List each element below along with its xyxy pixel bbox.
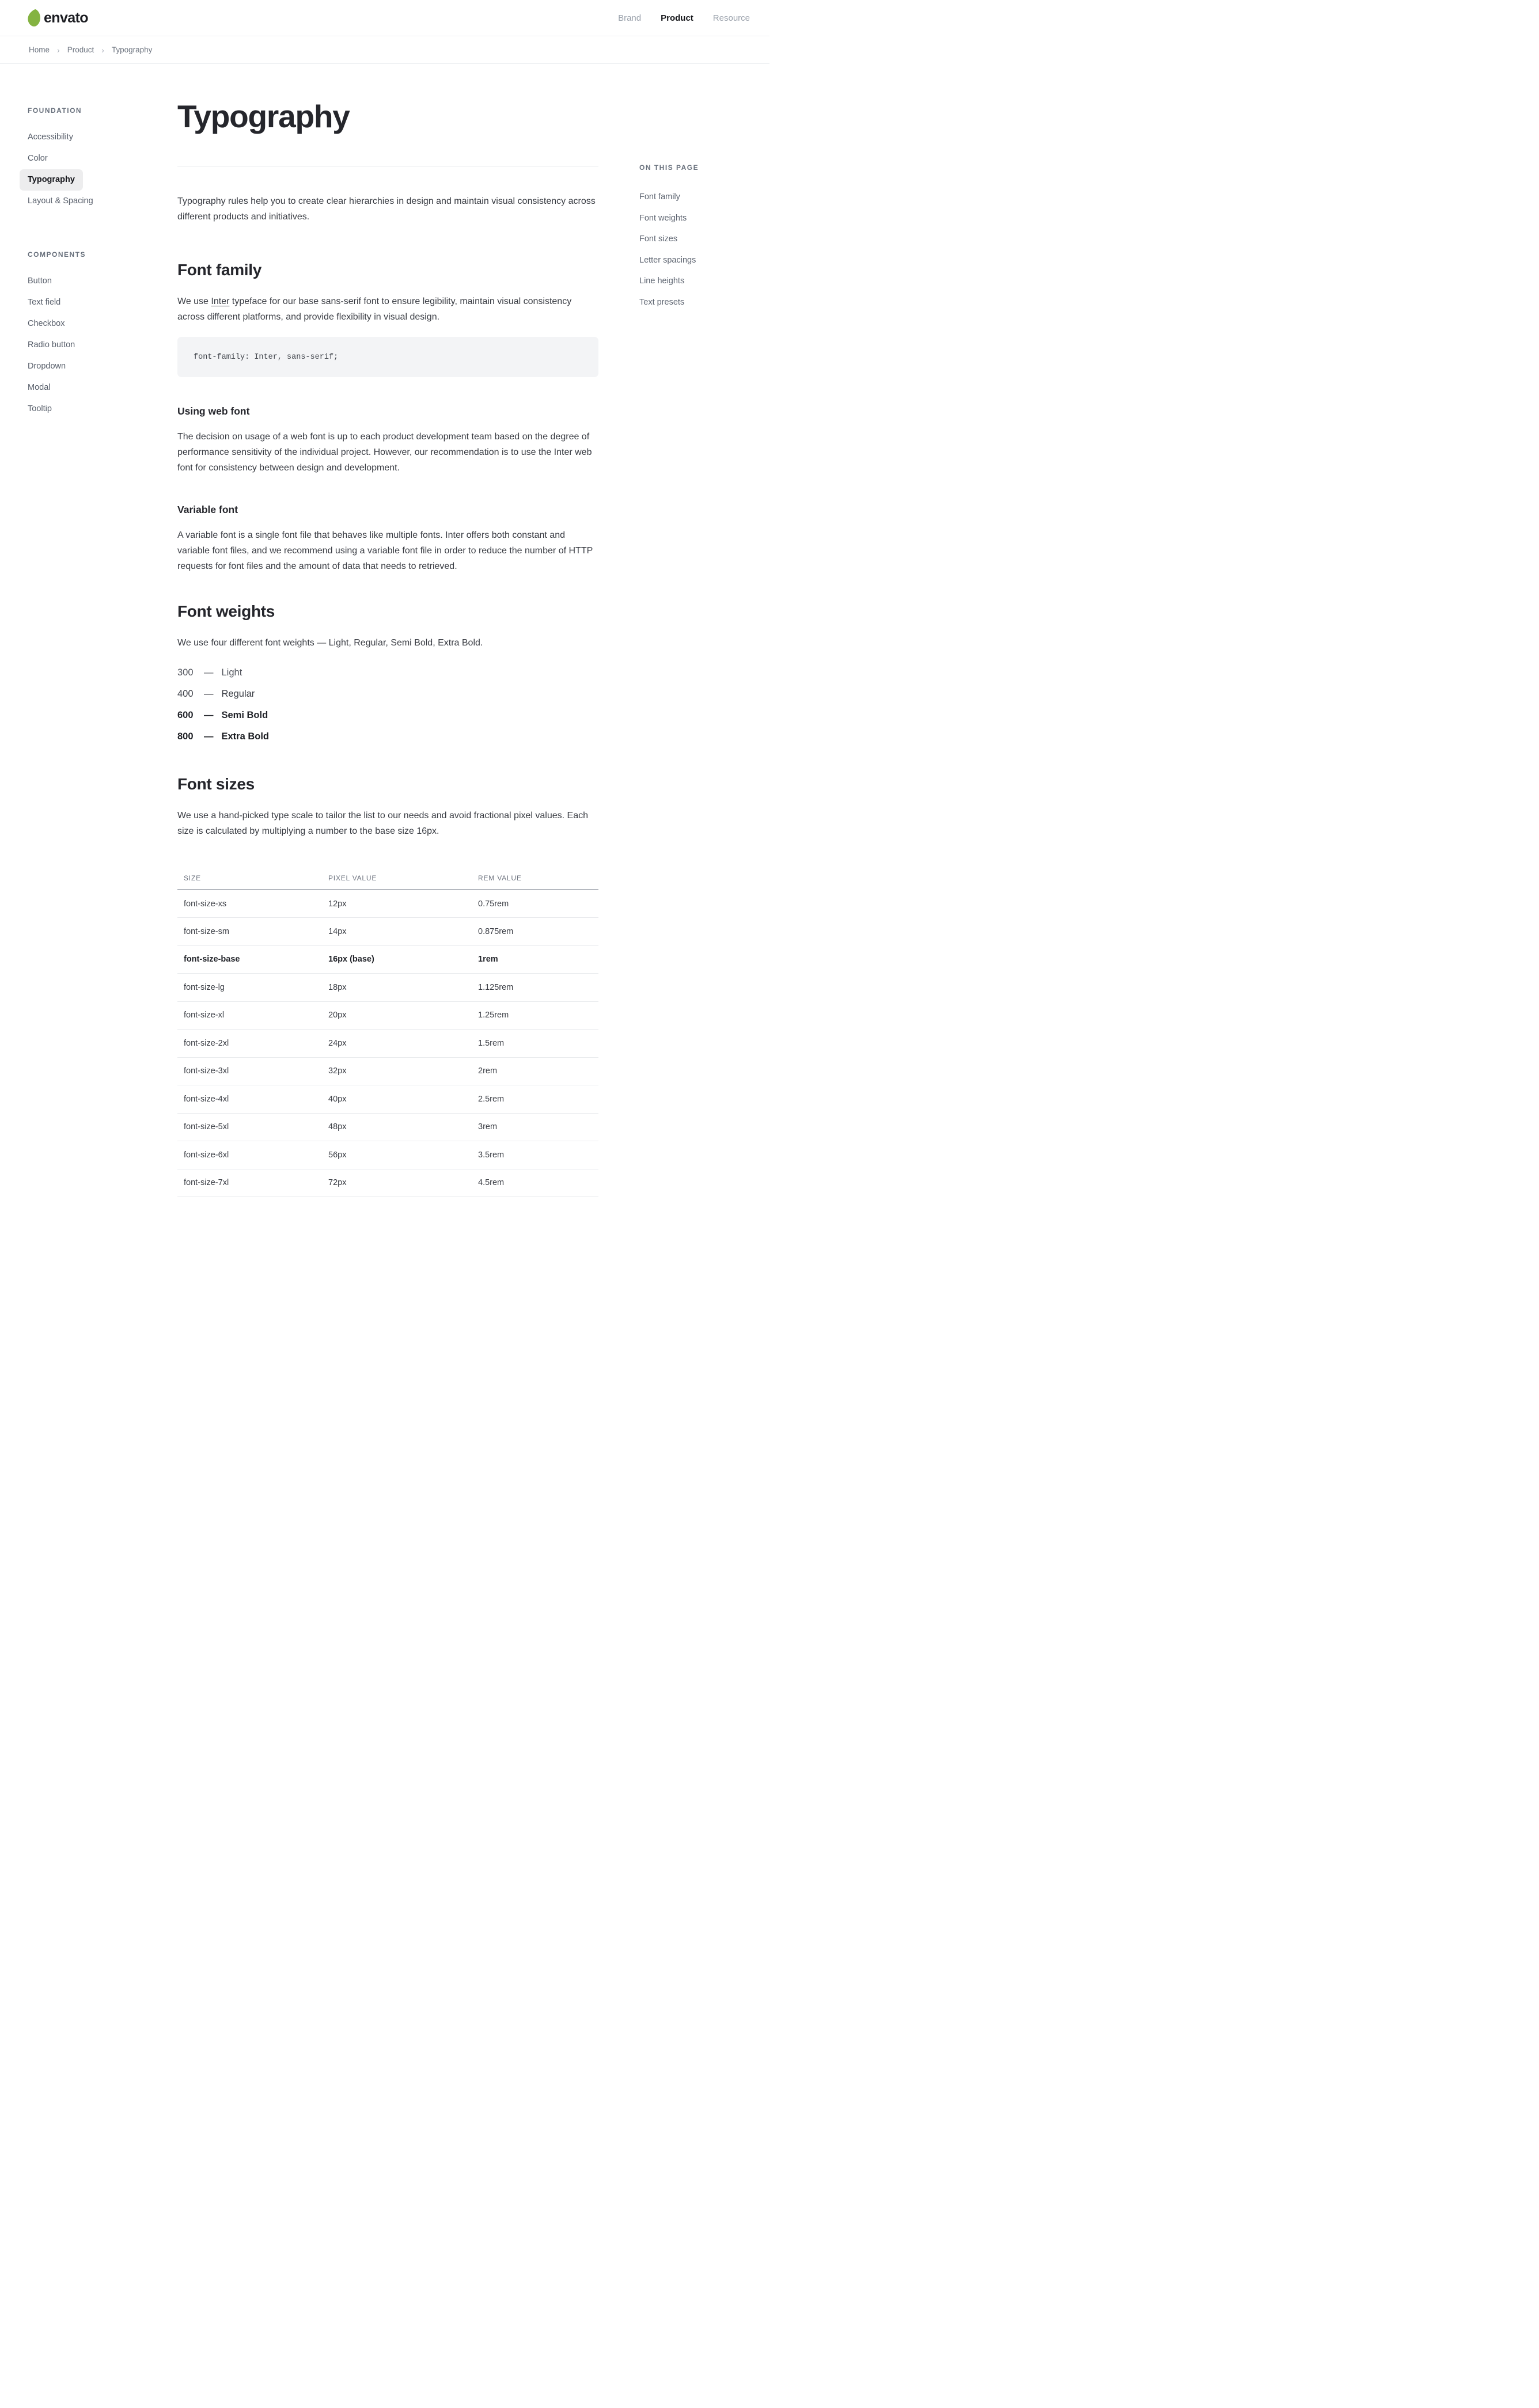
toc-item-font-family[interactable]: Font family	[639, 192, 680, 202]
breadcrumb	[0, 36, 770, 64]
cell-pixel-value: 56px	[328, 1141, 478, 1169]
code-text: font-family: Inter, sans-serif;	[194, 352, 339, 362]
table-row-font-size-2xl	[177, 1030, 598, 1058]
subsection-heading-using-web-font: Using web font	[177, 405, 250, 417]
font-weight-value: 400	[177, 689, 194, 699]
cell-rem-value: 1.5rem	[478, 1030, 598, 1058]
em-dash: —	[204, 689, 214, 699]
header	[0, 0, 770, 36]
cell-size: font-size-xs	[177, 890, 328, 918]
em-dash: —	[204, 710, 214, 720]
cell-size: font-size-lg	[177, 974, 328, 1002]
toc-item-font-weights[interactable]: Font weights	[639, 213, 687, 223]
font-weights-list	[177, 667, 598, 743]
font-weight-name: Semi Bold	[221, 710, 268, 720]
column-header-pixel-value: PIXEL VALUE	[328, 867, 478, 890]
code-block	[177, 337, 598, 377]
sidebar-section-gap	[28, 212, 161, 250]
toc-item-letter-spacings[interactable]: Letter spacings	[639, 255, 696, 265]
em-dash: —	[204, 667, 214, 678]
cell-pixel-value: 18px	[328, 974, 478, 1002]
sidebar-item-radio-button[interactable]: Radio button	[28, 340, 75, 350]
cell-pixel-value: 72px	[328, 1169, 478, 1197]
table-row-font-size-sm	[177, 918, 598, 946]
cell-pixel-value: 16px (base)	[328, 945, 478, 974]
cell-rem-value: 2.5rem	[478, 1085, 598, 1114]
cell-pixel-value: 20px	[328, 1001, 478, 1030]
cell-pixel-value: 40px	[328, 1085, 478, 1114]
cell-size: font-size-base	[177, 945, 328, 974]
table-row-font-size-5xl	[177, 1113, 598, 1141]
subsection-heading-variable-font: Variable font	[177, 504, 238, 515]
logo-text: envato	[44, 9, 88, 26]
using-web-font-paragraph: The decision on usage of a web font is up to each product development team based on the degree of performance sensitivity of the individual project. However, our recommendation is to use the Inter web font for consistency between design and development.	[177, 432, 592, 473]
section-heading-font-family: Font family	[177, 261, 262, 279]
font-weight-value: 800	[177, 731, 194, 742]
table-row-font-size-7xl	[177, 1169, 598, 1197]
cell-size: font-size-4xl	[177, 1085, 328, 1114]
font-family-text-suffix: typeface for our base sans-serif font to ensure legibility, maintain visual consistency across different platforms, and provide flexibility in visual design.	[177, 297, 572, 322]
sidebar-section-title-foundation: FOUNDATION	[28, 107, 82, 115]
cell-rem-value: 2rem	[478, 1057, 598, 1085]
section-heading-font-weights: Font weights	[177, 602, 275, 620]
table-row-font-size-base	[177, 945, 598, 974]
cell-rem-value: 0.75rem	[478, 890, 598, 918]
cell-rem-value: 0.875rem	[478, 918, 598, 946]
page-title: Typography	[177, 98, 350, 134]
cell-pixel-value: 48px	[328, 1113, 478, 1141]
nav-link-resource[interactable]: Resource	[712, 13, 750, 23]
breadcrumb-item-home[interactable]: Home	[29, 45, 50, 54]
cell-rem-value: 1.125rem	[478, 974, 598, 1002]
toc-item-text-presets[interactable]: Text presets	[639, 297, 685, 307]
inter-typeface-link[interactable]: Inter	[211, 297, 230, 306]
breadcrumb-item-typography: Typography	[111, 45, 153, 54]
primary-nav	[617, 10, 751, 26]
nav-link-product[interactable]: Product	[661, 13, 693, 23]
cell-pixel-value: 24px	[328, 1030, 478, 1058]
sidebar-item-modal[interactable]: Modal	[28, 383, 51, 392]
toc-title: ON THIS PAGE	[639, 164, 699, 172]
font-sizes-paragraph: We use a hand-picked type scale to tailor the list to our needs and avoid fractional pixel values. Each size is calculated by multiplying a number to the base size 16px.	[177, 811, 589, 836]
cell-rem-value: 1rem	[478, 945, 598, 974]
table-row-font-size-3xl	[177, 1057, 598, 1085]
font-weight-row-800	[177, 731, 598, 743]
cell-size: font-size-sm	[177, 918, 328, 946]
chevron-right-icon: ›	[57, 45, 60, 55]
table-row-font-size-xs	[177, 890, 598, 918]
main-content	[177, 98, 598, 1197]
font-family-paragraph	[177, 294, 598, 325]
cell-rem-value: 3.5rem	[478, 1141, 598, 1169]
variable-font-paragraph: A variable font is a single font file that behaves like multiple fonts. Inter offers both constant and variable font files, and we recommend using a variable font file in order to reduce the number of HTTP requests for font files and the amount of data that needs to retrieved.	[177, 530, 593, 571]
font-family-text-prefix: We use	[177, 297, 211, 306]
sidebar-item-text-field[interactable]: Text field	[28, 298, 61, 307]
cell-size: font-size-5xl	[177, 1113, 328, 1141]
sidebar-item-layout-spacing[interactable]: Layout & Spacing	[28, 196, 93, 206]
cell-rem-value: 4.5rem	[478, 1169, 598, 1197]
chevron-right-icon: ›	[101, 45, 104, 55]
font-sizes-table	[177, 867, 598, 1197]
table-row-font-size-xl	[177, 1001, 598, 1030]
envato-logo[interactable]	[28, 9, 88, 26]
cell-size: font-size-6xl	[177, 1141, 328, 1169]
sidebar-items	[28, 271, 161, 420]
font-weight-row-300	[177, 667, 598, 679]
font-weight-name: Extra Bold	[221, 731, 270, 742]
on-this-page	[639, 164, 760, 313]
cell-pixel-value: 14px	[328, 918, 478, 946]
sidebar-item-color[interactable]: Color	[28, 154, 48, 163]
cell-rem-value: 3rem	[478, 1113, 598, 1141]
font-weights-paragraph: We use four different font weights — Light, Regular, Semi Bold, Extra Bold.	[177, 638, 483, 648]
cell-size: font-size-3xl	[177, 1057, 328, 1085]
font-weight-name: Light	[221, 667, 242, 678]
font-weight-value: 600	[177, 710, 194, 720]
font-weight-name: Regular	[221, 689, 255, 699]
cell-pixel-value: 32px	[328, 1057, 478, 1085]
cell-size: font-size-xl	[177, 1001, 328, 1030]
column-header-size: SIZE	[177, 867, 328, 890]
toc-item-line-heights[interactable]: Line heights	[639, 276, 685, 286]
cell-pixel-value: 12px	[328, 890, 478, 918]
sidebar-item-tooltip[interactable]: Tooltip	[28, 404, 52, 413]
sidebar-item-checkbox[interactable]: Checkbox	[28, 319, 65, 328]
sidebar-item-accessibility[interactable]: Accessibility	[28, 132, 73, 142]
font-weight-value: 300	[177, 667, 194, 678]
sidebar-item-dropdown[interactable]: Dropdown	[28, 362, 66, 371]
table-row-font-size-6xl	[177, 1141, 598, 1169]
sidebar-item-button[interactable]: Button	[28, 276, 52, 286]
nav-link-brand[interactable]: Brand	[618, 13, 642, 23]
font-weight-row-400	[177, 688, 598, 700]
em-dash: —	[204, 731, 214, 742]
sidebar	[28, 107, 161, 420]
table-row-font-size-lg	[177, 974, 598, 1002]
toc-item-font-sizes[interactable]: Font sizes	[639, 234, 678, 244]
sidebar-section-title-components: COMPONENTS	[28, 250, 86, 259]
column-header-rem-value: REM VALUE	[478, 867, 598, 890]
envato-leaf-icon	[28, 9, 42, 26]
table-row-font-size-4xl	[177, 1085, 598, 1114]
cell-size: font-size-7xl	[177, 1169, 328, 1197]
sidebar-items	[28, 127, 161, 212]
sidebar-item-typography[interactable]: Typography	[20, 169, 83, 191]
cell-size: font-size-2xl	[177, 1030, 328, 1058]
section-heading-font-sizes: Font sizes	[177, 775, 255, 793]
font-weight-row-600	[177, 709, 598, 721]
breadcrumb-item-product[interactable]: Product	[67, 45, 94, 54]
cell-rem-value: 1.25rem	[478, 1001, 598, 1030]
intro-paragraph: Typography rules help you to create clear hierarchies in design and maintain visual consistency across different products and initiatives.	[177, 196, 596, 222]
